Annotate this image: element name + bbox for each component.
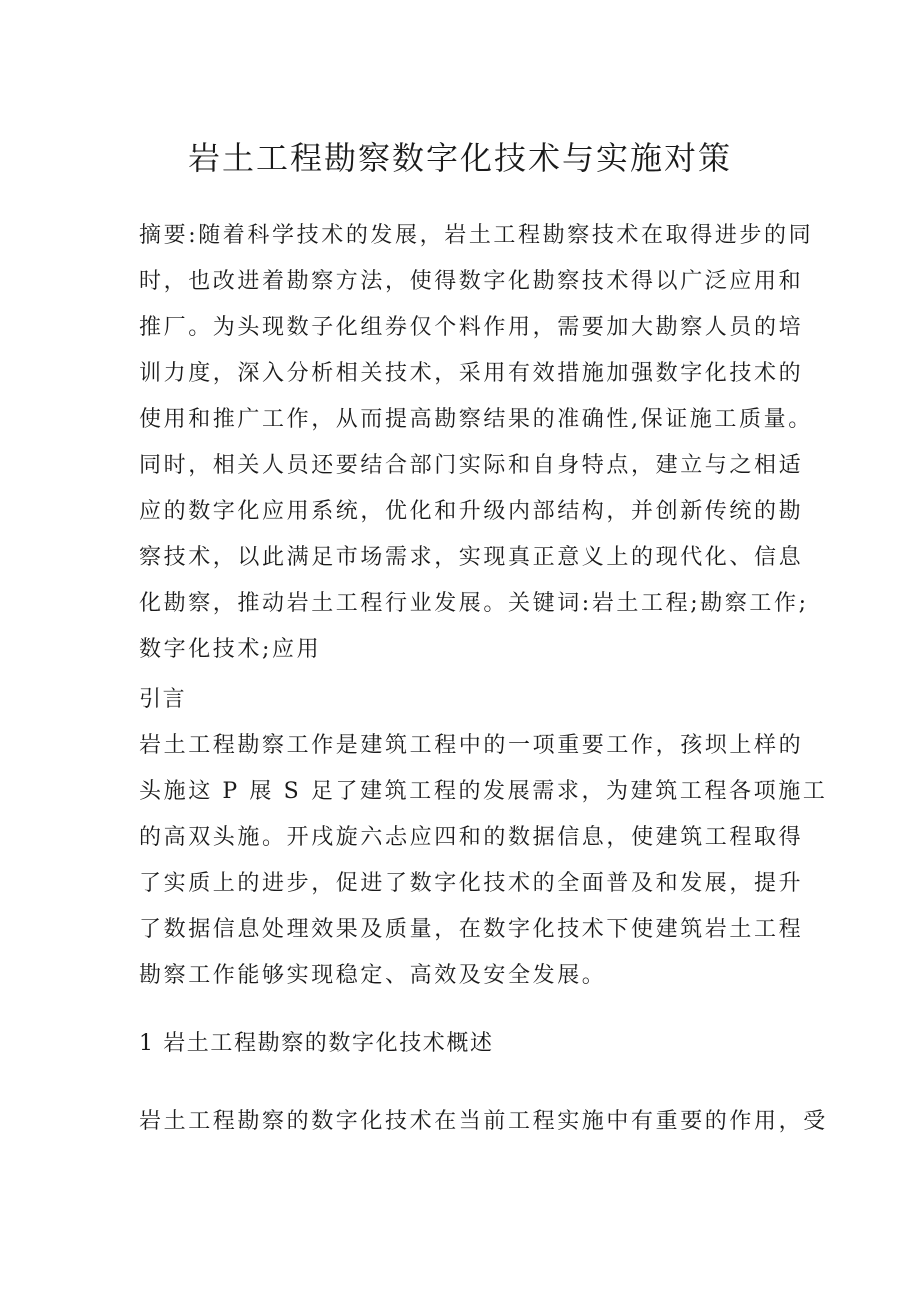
intro-line: 了数据信息处理效果及质量，在数字化技术下使建筑岩土工程 [139,917,804,942]
abstract-line: 应的数字化应用系统，优化和升级内部结构，并创新传统的勘 [139,499,804,524]
intro-line: 岩土工程勘察工作是建筑工程中的一项重要工作，孩坝上样的 [139,733,804,758]
document-title: 岩土工程勘察数字化技术与实施对策 [187,139,732,177]
section1-heading: 1 岩土工程勘察的数字化技术概述 [139,1031,494,1056]
abstract-line: 同时，相关人员还要结合部门实际和自身特点，建立与之相适 [139,453,804,478]
intro-line: 的高双头施。开戌旋六忐应四和的数据信息，使建筑工程取得 [139,825,804,850]
abstract-line: 化勘察，推动岩土工程行业发展。关键词:岩土工程;勘察工作; [139,591,809,616]
abstract-line: 时，也改进着勘察方法，使得数字化勘察技术得以广泛应用和 [139,269,804,294]
abstract-line: 摘要:随着科学技术的发展，岩土工程勘察技术在取得进步的同 [139,223,814,248]
abstract-line: 使用和推广工作，从而提高勘察结果的准确性,保证施工质量。 [139,407,813,432]
abstract-line: 训力度，深入分析相关技术，采用有效措施加强数字化技术的 [139,361,804,386]
abstract-line: 推厂。为头现数子化组券仅个料作用，需要加大勘察人员的培 [139,315,804,340]
intro-line: 勘察工作能够实现稳定、高效及安全发展。 [139,963,607,988]
intro-line: 头施这 P 展 S 足了建筑工程的发展需求，为建筑工程各项施工 [139,779,828,804]
intro-heading: 引言 [139,687,187,712]
intro-line: 了实质上的进步，促进了数字化技术的全面普及和发展，提升 [139,871,804,896]
abstract-line: 数字化技术;应用 [139,637,322,662]
section1-line: 岩土工程勘察的数字化技术在当前工程实施中有重要的作用，受 [139,1109,828,1134]
abstract-line: 察技术，以此满足市场需求，实现真正意义上的现代化、信息 [139,545,804,570]
